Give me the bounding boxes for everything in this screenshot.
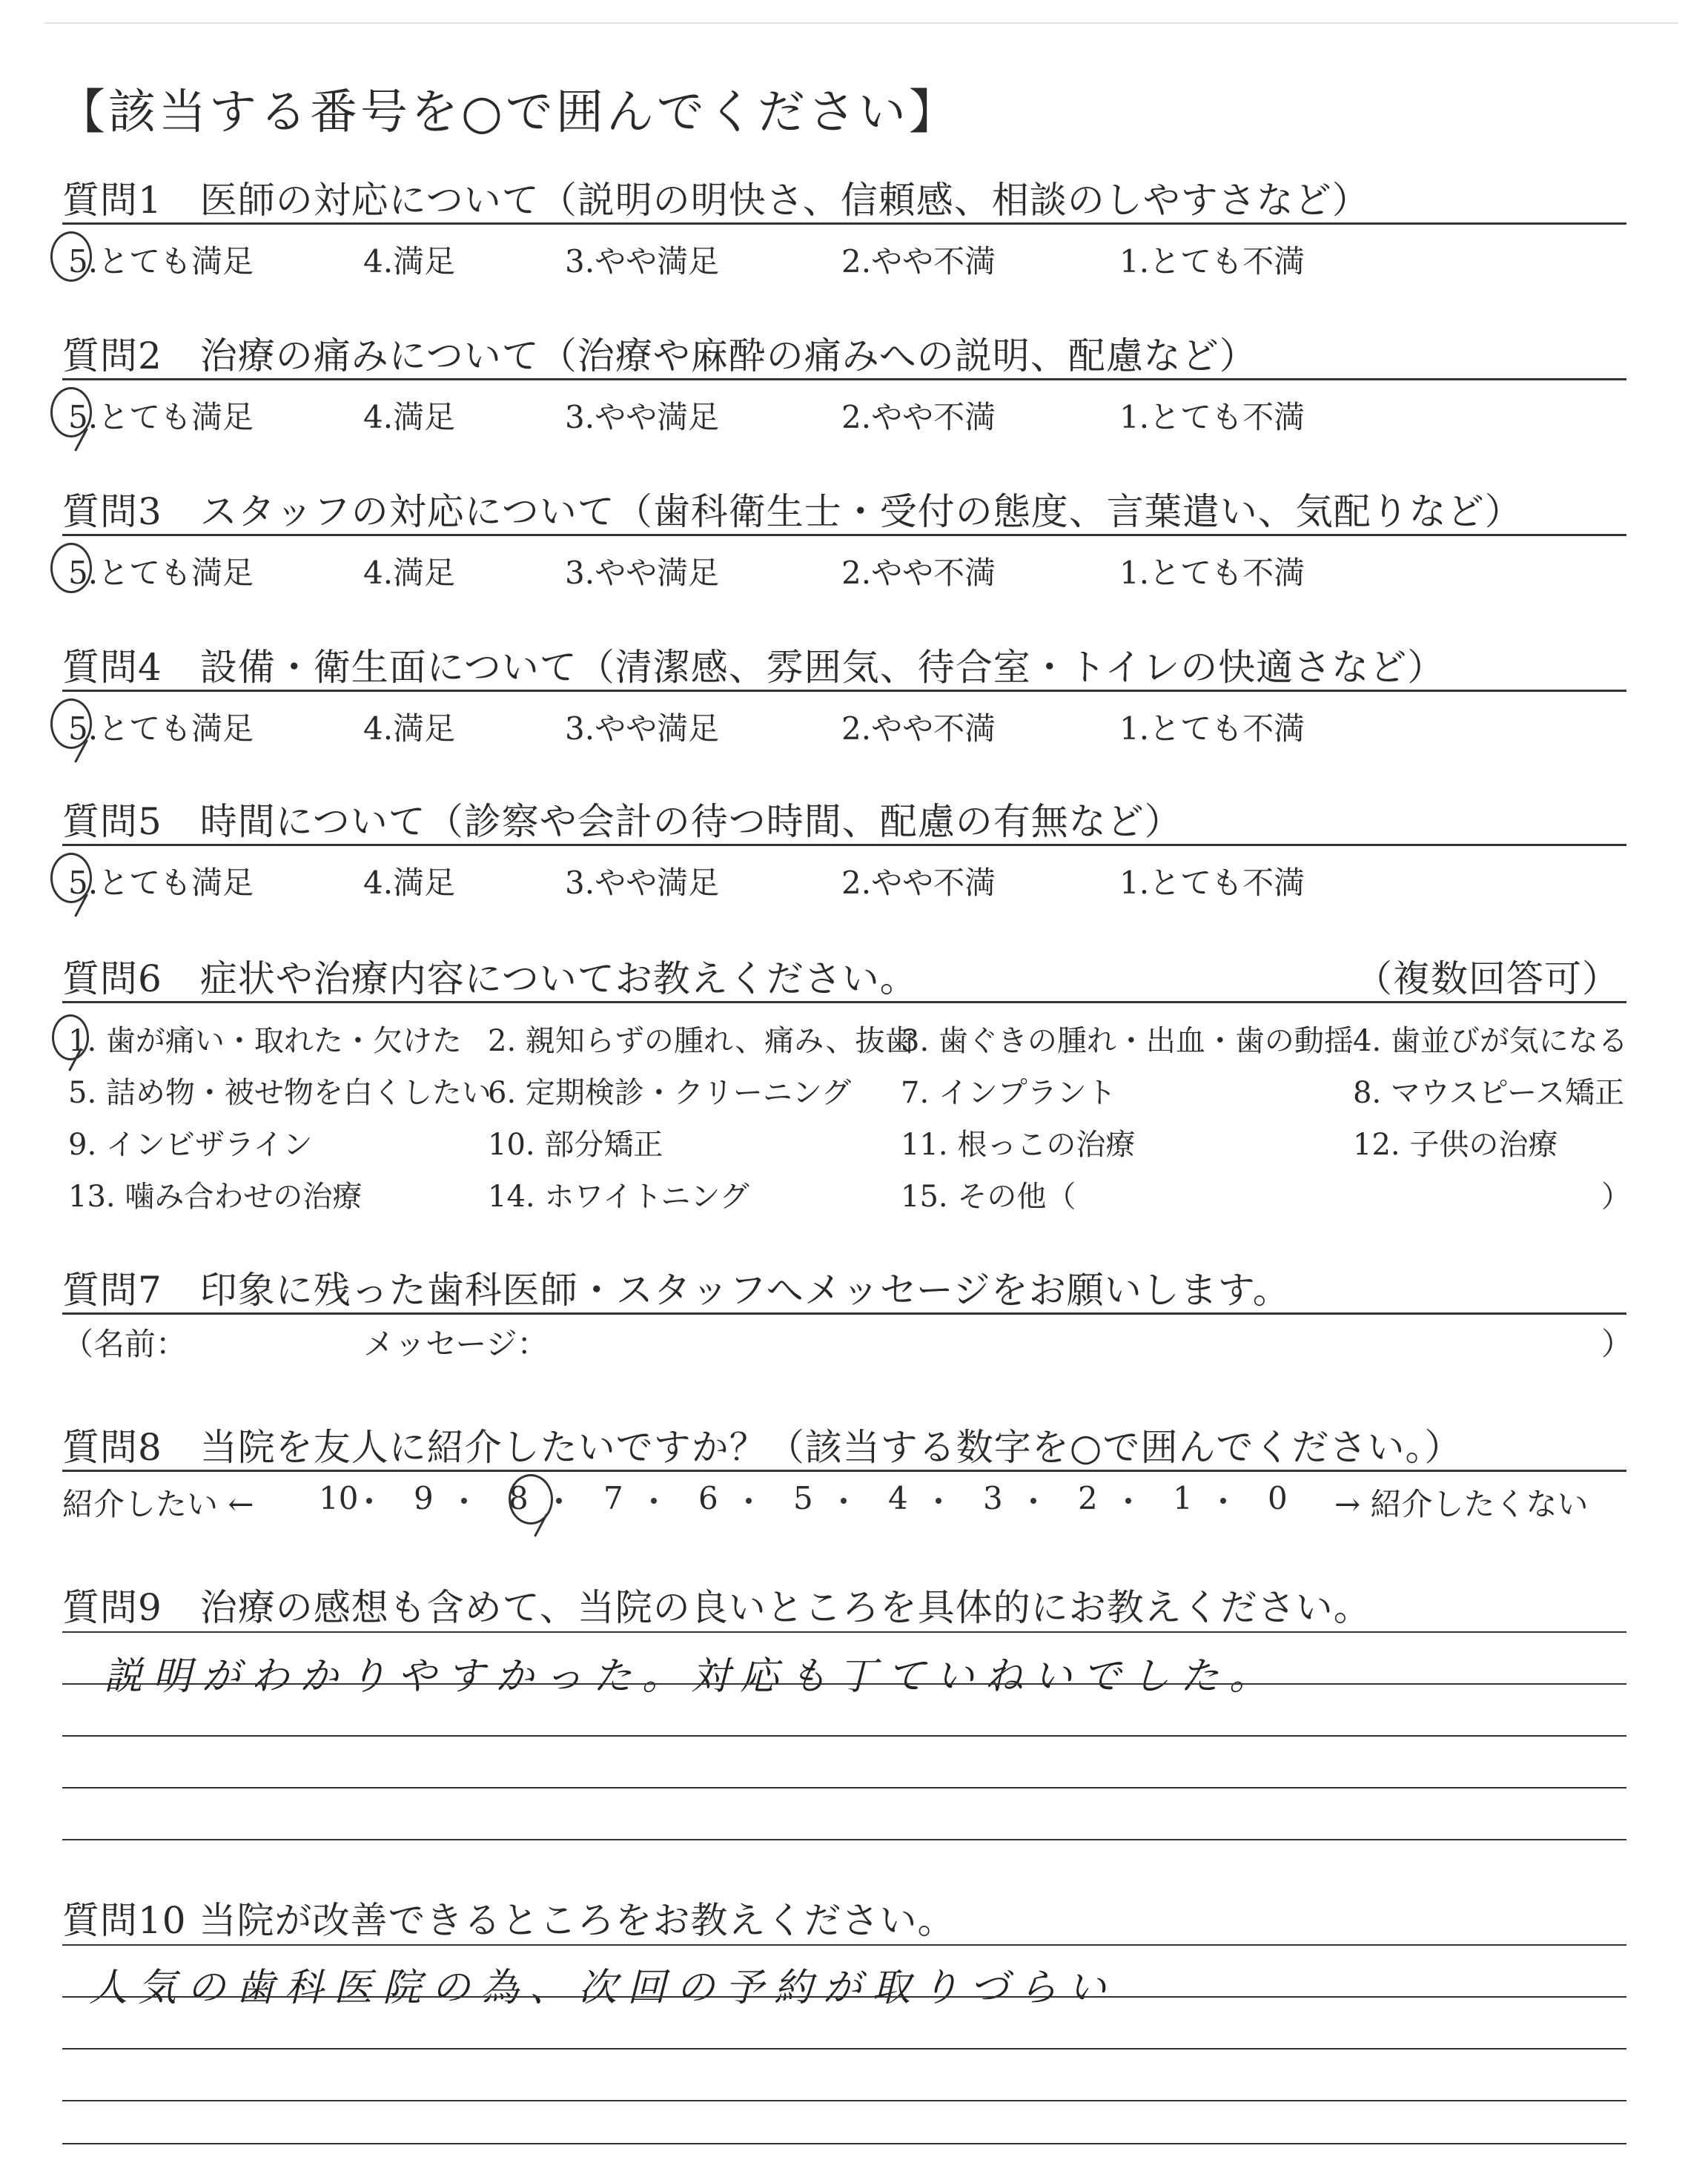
q2-option-1[interactable]: 1.とても不満 [1119,399,1305,435]
q6-item-10[interactable]: 10. 部分矯正 [488,1128,663,1162]
q8-scale-3[interactable]: 3 [983,1480,1003,1516]
q6-item-9[interactable]: 9. インビザライン [68,1128,313,1162]
q6-item-15[interactable]: 15. その他（ [901,1180,1076,1214]
q10-answer: 人気の歯科医院の為、次回の予約が取りづらい [89,1966,1117,2010]
q5-option-5[interactable]: 5.とても満足 [68,865,254,901]
q8-scale-separator-dot [841,1498,847,1504]
q4-option-1[interactable]: 1.とても不満 [1119,710,1305,747]
q9-answer: 説明がわかりやすかった。対応も丁ていねいでした。 [104,1654,1279,1699]
q5-option-2[interactable]: 2.やや不満 [841,865,996,901]
q6-item-8[interactable]: 8. マウスピース矯正 [1353,1076,1625,1110]
q3-option-1[interactable]: 1.とても不満 [1119,555,1305,591]
question-5-title: 質問5 時間について（診察や会計の待つ時間、配慮の有無など） [62,800,1182,843]
q6-item-2[interactable]: 2. 親知らずの腫れ、痛み、抜歯 [488,1024,915,1058]
question-8-rule [62,1470,1626,1472]
question-1-title: 質問1 医師の対応について（説明の明快さ、信頼感、相談のしやすさなど） [62,179,1370,222]
q8-scale-10[interactable]: 10 [319,1480,359,1516]
question-4-rule [62,690,1626,692]
q6-item-6[interactable]: 6. 定期検診・クリーニング [488,1076,852,1110]
q8-scale-1[interactable]: 1 [1173,1480,1193,1516]
q2-option-4[interactable]: 4.満足 [363,399,456,435]
q4-option-5[interactable]: 5.とても満足 [68,710,254,747]
q8-scale-8[interactable]: 8 [509,1480,529,1516]
q6-selection-circle [52,1014,89,1060]
question-2-title: 質問2 治療の痛みについて（治療や麻酔の痛みへの説明、配慮など） [62,334,1257,377]
q3-option-4[interactable]: 4.満足 [363,555,456,591]
q6-item-1[interactable]: 1. 歯が痛い・取れた・欠けた [68,1024,462,1058]
q8-scale-separator-dot [556,1498,562,1504]
q6-item-14[interactable]: 14. ホワイトニング [488,1180,749,1214]
q1-option-3[interactable]: 3.やや満足 [565,243,720,280]
q8-scale-separator-dot [936,1498,941,1504]
q1-option-2[interactable]: 2.やや不満 [841,243,996,280]
q1-selection-circle [50,231,92,282]
q6-item-5[interactable]: 5. 詰め物・被せ物を白くしたい [68,1076,491,1110]
q8-scale-0[interactable]: 0 [1268,1480,1288,1516]
q10-line-4 [62,2100,1626,2101]
q9-line-5 [62,1839,1626,1840]
question-4-title: 質問4 設備・衛生面について（清潔感、雰囲気、待合室・トイレの快適さなど） [62,646,1446,689]
q9-line-1 [62,1631,1626,1633]
question-3-rule [62,534,1626,536]
q4-option-3[interactable]: 3.やや満足 [565,710,720,747]
q9-line-4 [62,1787,1626,1789]
question-8-title: 質問8 当院を友人に紹介したいですか？（該当する数字を○で囲んでください。） [62,1426,1463,1469]
q7-name-label: （名前： [62,1326,188,1362]
q5-option-3[interactable]: 3.やや満足 [565,865,720,901]
top-border [44,22,1678,24]
q3-option-5[interactable]: 5.とても満足 [68,555,254,591]
question-3-title: 質問3 スタッフの対応について（歯科衛生士・受付の態度、言葉遣い、気配りなど） [62,490,1523,533]
q5-option-4[interactable]: 4.満足 [363,865,456,901]
q6-item-13[interactable]: 13. 噛み合わせの治療 [68,1180,363,1214]
q1-option-5[interactable]: 5.とても満足 [68,243,254,280]
question-6-rule [62,1001,1626,1003]
q8-scale-2[interactable]: 2 [1078,1480,1098,1516]
q8-scale-6[interactable]: 6 [698,1480,718,1516]
question-6-note: （複数回答可） [1355,957,1620,1000]
q6-item-12[interactable]: 12. 子供の治療 [1353,1128,1558,1162]
q8-scale-separator-dot [746,1498,752,1504]
q8-scale-separator-dot [366,1498,372,1504]
q3-option-2[interactable]: 2.やや不満 [841,555,996,591]
q10-line-5 [62,2143,1626,2144]
q6-item-7[interactable]: 7. インプラント [901,1076,1116,1110]
q7-close-paren: ） [1601,1326,1633,1362]
q8-scale-separator-dot [1220,1498,1226,1504]
q5-option-1[interactable]: 1.とても不満 [1119,865,1305,901]
q10-line-3 [62,2048,1626,2050]
q8-scale-7[interactable]: 7 [603,1480,623,1516]
question-1-rule [62,222,1626,225]
q6-item-11[interactable]: 11. 根っこの治療 [901,1128,1136,1162]
q6-item-3[interactable]: 3. 歯ぐきの腫れ・出血・歯の動揺 [901,1024,1354,1058]
q8-right-label: → 紹介したくない [1334,1486,1589,1522]
q2-option-3[interactable]: 3.やや満足 [565,399,720,435]
q8-scale-separator-dot [461,1498,467,1504]
question-6-title: 質問6 症状や治療内容についてお教えください。 [62,957,918,1000]
q3-option-3[interactable]: 3.やや満足 [565,555,720,591]
q8-left-label: 紹介したい ← [62,1486,254,1522]
question-5-rule [62,844,1626,846]
q1-option-1[interactable]: 1.とても不満 [1119,243,1305,280]
q2-option-5[interactable]: 5.とても満足 [68,399,254,435]
q1-option-4[interactable]: 4.満足 [363,243,456,280]
question-10-title: 質問10 当院が改善できるところをお教えください。 [62,1899,956,1942]
q8-scale-4[interactable]: 4 [888,1480,908,1516]
q8-scale-separator-dot [1125,1498,1131,1504]
q6-item-4[interactable]: 4. 歯並びが気になる [1353,1024,1628,1058]
question-7-title: 質問7 印象に残った歯科医師・スタッフへメッセージをお願いします。 [62,1269,1291,1312]
question-2-rule [62,378,1626,380]
question-9-title: 質問9 治療の感想も含めて、当院の良いところを具体的にお教えください。 [62,1586,1371,1629]
q10-line-1 [62,1944,1626,1946]
q8-scale-separator-dot [651,1498,657,1504]
q6-other-close-paren: ） [1601,1180,1631,1214]
q7-message-label: メッセージ： [363,1326,549,1362]
q9-line-2 [62,1683,1626,1685]
q8-scale-5[interactable]: 5 [793,1480,813,1516]
q4-option-2[interactable]: 2.やや不満 [841,710,996,747]
question-7-rule [62,1312,1626,1315]
q3-selection-circle [50,543,92,593]
q8-scale-9[interactable]: 9 [414,1480,434,1516]
page-heading: 【該当する番号を○で囲んでください】 [58,85,959,140]
q4-option-4[interactable]: 4.満足 [363,710,456,747]
q8-scale-separator-dot [1030,1498,1036,1504]
q10-line-2 [62,1996,1626,1998]
q2-option-2[interactable]: 2.やや不満 [841,399,996,435]
q9-line-3 [62,1735,1626,1737]
